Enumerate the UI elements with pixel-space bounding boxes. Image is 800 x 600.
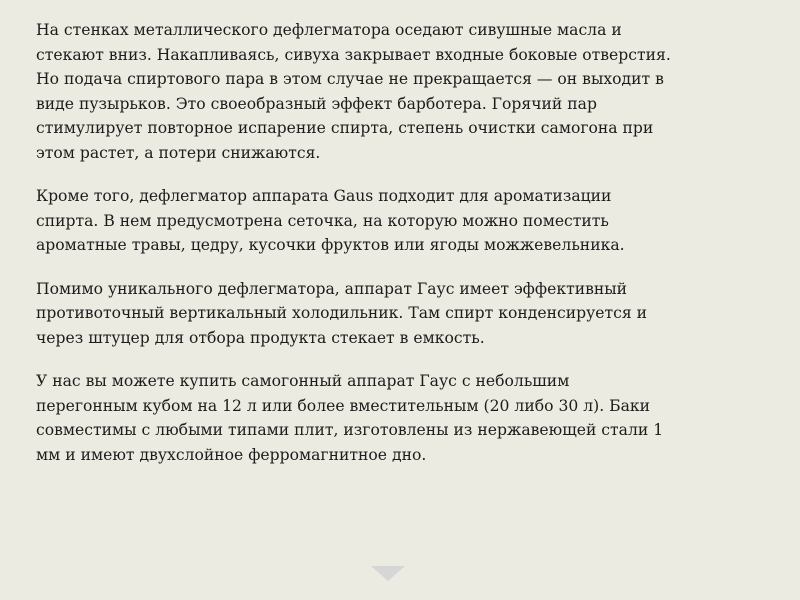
text-line: У нас вы можете купить самогонный аппарат Гаус с небольшим [36,372,570,390]
text-line: ароматные травы, цедру, кусочки фруктов или ягоды можжевельника. [36,236,625,254]
text-line: противоточный вертикальный холодильник. Там спирт конденсируется и [36,304,648,322]
text-line: через штуцер для отбора продукта стекает в емкость. [36,328,485,347]
paragraph-cooler [36,277,762,351]
text-line: Но подача спиртового пара в этом случае не прекращается — он выходит в [36,70,664,88]
slide-body [36,18,762,486]
text-line: этом растет, а потери снижаются. [36,143,321,162]
text-line: На стенках металлического дефлегматора оседают сивушные масла и [36,21,622,39]
text-line: мм и имеют двухслойное ферромагнитное дно. [36,445,427,464]
text-line: стимулирует повторное испарение спирта, степень очистки самогона при [36,119,654,137]
text-line: совместимы с любыми типами плит, изготовлены из нержавеющей стали 1 [36,421,664,439]
text-line: виде пузырьков. Это своеобразный эффект барботера. Горячий пар [36,94,597,113]
paragraph-purchase [36,369,762,467]
text-line: спирта. В нем предусмотрена сеточка, на которую можно поместить [36,211,609,230]
chevron-down-icon[interactable] [371,566,405,581]
text-line: Кроме того, дефлегматор аппарата Gaus подходит для ароматизации [36,187,612,205]
text-line: стекают вниз. Накапливаясь, сивуха закрывает входные боковые отверстия. [36,45,671,64]
text-line: Помимо уникального дефлегматора, аппарат Гаус имеет эффективный [36,279,628,298]
text-line: перегонным кубом на 12 л или более вместительным (20 либо 30 л). Баки [36,396,651,415]
paragraph-deflegmator-effect [36,18,762,165]
paragraph-aromatization [36,184,762,258]
